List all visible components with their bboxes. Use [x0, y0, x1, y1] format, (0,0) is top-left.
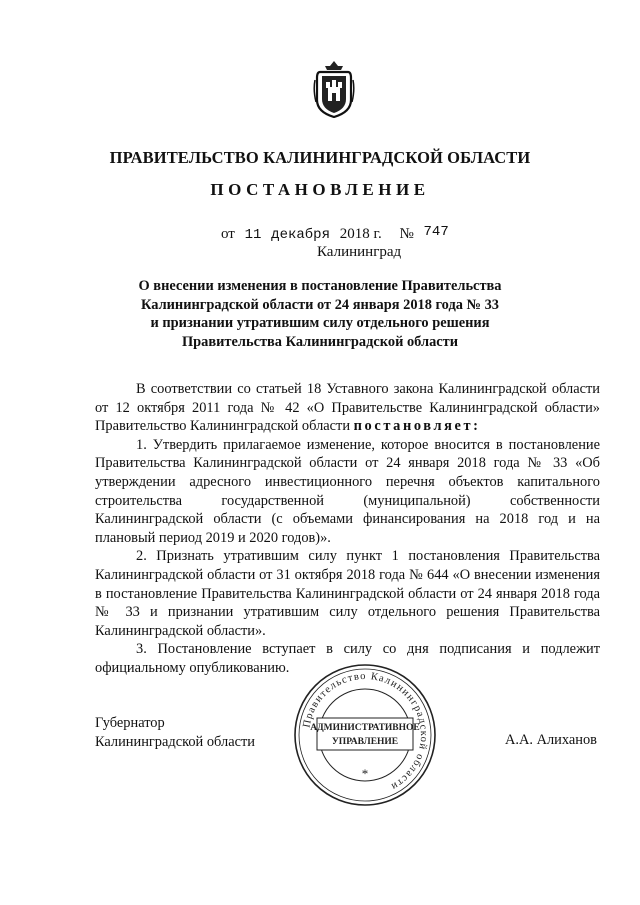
subject-line: и признании утратившим силу отдельного решения [150, 315, 490, 331]
city: Калининград [317, 244, 402, 260]
decree-number: 747 [423, 224, 449, 240]
subject-line: Калининградской области от 24 января 2018 года № 33 [141, 296, 499, 313]
signatory-title [95, 714, 255, 751]
stamp-star: * [361, 766, 369, 781]
date-year: 2018 г. [339, 226, 382, 242]
stamp-ring-text: Правительство Калининградской области [301, 670, 430, 793]
signatory-title-line: Губернатор [95, 715, 165, 731]
date-month: декабря [271, 227, 330, 243]
coat-of-arms-icon [313, 60, 355, 118]
decrees-word: постановляет: [353, 418, 481, 435]
date-line [221, 224, 449, 243]
date-prefix: от [221, 226, 235, 242]
signatory-title-line: Калининградской области [95, 733, 255, 750]
decree-subject [0, 277, 640, 351]
preamble-text: В соответствии со статьей 18 Уставного закона Калининградской области от 12 октября 2011 года № 42 «О Правительстве Калининградской области» Правительство Калининградской области [95, 381, 600, 435]
item-2: 2. Признать утратившим силу пункт 1 постановления Правительства Калининградской области от 31 октября 2018 года № 644 «О внесении изменения в постановление Правительства Калининградской области от 24 января 2018 года № 33 и признании утратившим силу отдельного решения Правительства Калининградской области». [95, 548, 600, 639]
document-type-title: ПОСТАНОВЛЕНИЕ [210, 180, 430, 199]
item-1: 1. Утвердить прилагаемое изменение, которое вносится в постановление Правительства Калининградской области от 24 января 2018 года № 33 «Об утверждении адресного инвестиционного перечня объектов капитального строительства государственной (муниципальной) собственности Калининградской области (с объемами финансирования на 2018 год и на плановый период 2019 и 2020 годов)». [95, 436, 600, 546]
stamp-center-line: АДМИНИСТРАТИВНОЕ [310, 723, 420, 733]
date-day: 11 [244, 227, 262, 243]
government-title: ПРАВИТЕЛЬСТВО КАЛИНИНГРАДСКОЙ ОБЛАСТИ [109, 148, 531, 167]
decree-body [95, 380, 600, 678]
signatory-name: А.А. Алиханов [505, 732, 597, 748]
number-sign: № [399, 226, 414, 242]
preamble-paragraph [95, 380, 600, 436]
stamp-center-line: УПРАВЛЕНИЕ [331, 737, 399, 747]
subject-line: О внесении изменения в постановление Правительства [138, 278, 502, 294]
subject-line: Правительства Калининградской области [181, 333, 459, 350]
official-stamp [290, 660, 440, 810]
item-3: 3. Постановление вступает в силу со дня подписания и подлежит официальному опубликованию. [95, 641, 600, 676]
